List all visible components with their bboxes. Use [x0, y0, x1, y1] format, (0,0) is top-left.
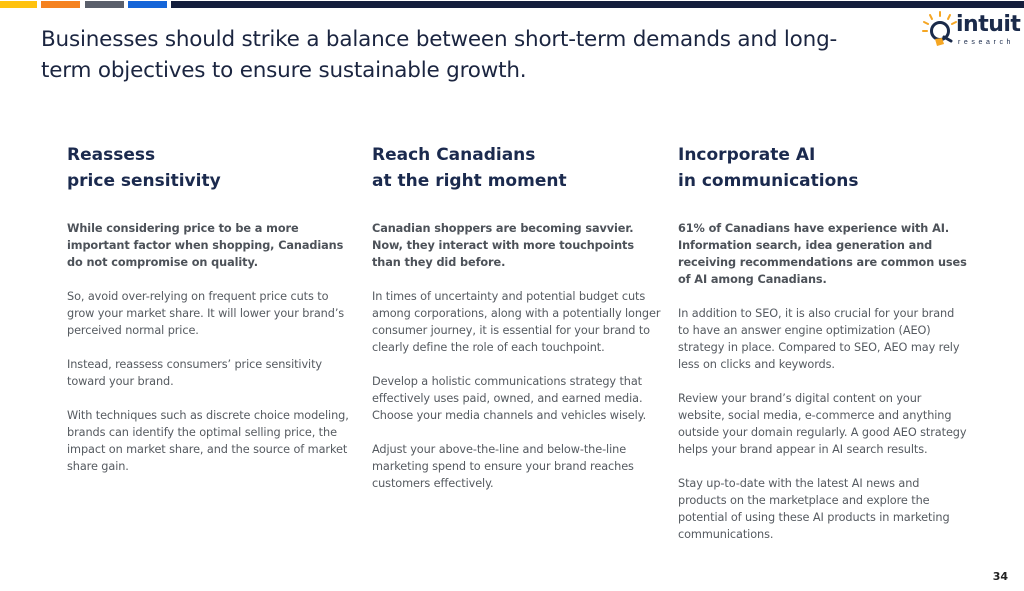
- brand-bar-blue: [128, 1, 167, 8]
- column-title-line1: Reach Canadians: [372, 145, 536, 165]
- brand-bar-navy: [171, 1, 1024, 8]
- page-title: Businesses should strike a balance between short-term demands and long-term objectives to ensure sustainable growth.: [41, 27, 838, 83]
- column-title: [678, 142, 968, 220]
- column-incorporate-ai: [678, 142, 968, 560]
- column-lead-text: Canadian shoppers are becoming savvier. Now, they interact with more touchpoints than they did before.: [372, 222, 634, 269]
- logo-wordmark: intuit: [956, 12, 1021, 37]
- lightbulb-icon: [920, 10, 960, 52]
- brand-color-bar: [0, 0, 1024, 8]
- column-reach-canadians: [372, 142, 662, 509]
- column-lead-text: While considering price to be a more important factor when shopping, Canadians do not compromise on quality.: [67, 222, 344, 269]
- brand-bar-orange: [41, 1, 80, 8]
- column-paragraph: So, avoid over-relying on frequent price cuts to grow your market share. It will lower your brand’s perceived normal price.: [67, 290, 345, 337]
- column-paragraph: Instead, reassess consumers’ price sensitivity toward your brand.: [67, 358, 323, 388]
- column-paragraph: Adjust your above-the-line and below-the-line marketing spend to ensure your brand reaches customers effectively.: [372, 443, 634, 490]
- column-lead-text: 61% of Canadians have experience with AI. Information search, idea generation and receiving recommendations are common uses of AI among Canadians.: [678, 222, 967, 286]
- column-title: [372, 142, 662, 220]
- brand-bar-yellow: [0, 1, 37, 8]
- column-paragraph: With techniques such as discrete choice modeling, brands can identify the optimal selling price, the impact on market share, and the source of market share gain.: [67, 409, 349, 473]
- column-paragraph: Develop a holistic communications strategy that effectively uses paid, owned, and earned media. Choose your media channels and vehicles wisely.: [372, 375, 647, 422]
- brand-bar-gray: [85, 1, 124, 8]
- column-paragraph: Stay up-to-date with the latest AI news and products on the marketplace and explore the potential of using these AI products in marketing communications.: [678, 477, 950, 541]
- logo-subtext: research: [958, 39, 1015, 46]
- column-paragraph: In times of uncertainty and potential budget cuts among corporations, along with a potentially longer consumer journey, it is essential for your brand to clearly define the role of each touchpoint.: [372, 290, 661, 354]
- column-paragraph: Review your brand’s digital content on your website, social media, e-commerce and anything outside your domain regularly. A good AEO strategy helps your brand appear in AI search results.: [678, 392, 967, 456]
- column-title-line1: Reassess: [67, 145, 156, 165]
- column-paragraph: In addition to SEO, it is also crucial for your brand to have an answer engine optimization (AEO) strategy in place. Compared to SEO, AEO may rely less on clicks and keywords.: [678, 307, 960, 371]
- column-title-line2: price sensitivity: [67, 171, 221, 191]
- column-title-line2: at the right moment: [372, 171, 567, 191]
- column-title-line1: Incorporate AI: [678, 145, 816, 165]
- column-title-line2: in communications: [678, 171, 859, 191]
- column-price-sensitivity: [67, 142, 357, 492]
- column-title: [67, 142, 357, 220]
- intuit-research-logo: [920, 10, 1020, 52]
- page-number: 34: [992, 570, 1008, 583]
